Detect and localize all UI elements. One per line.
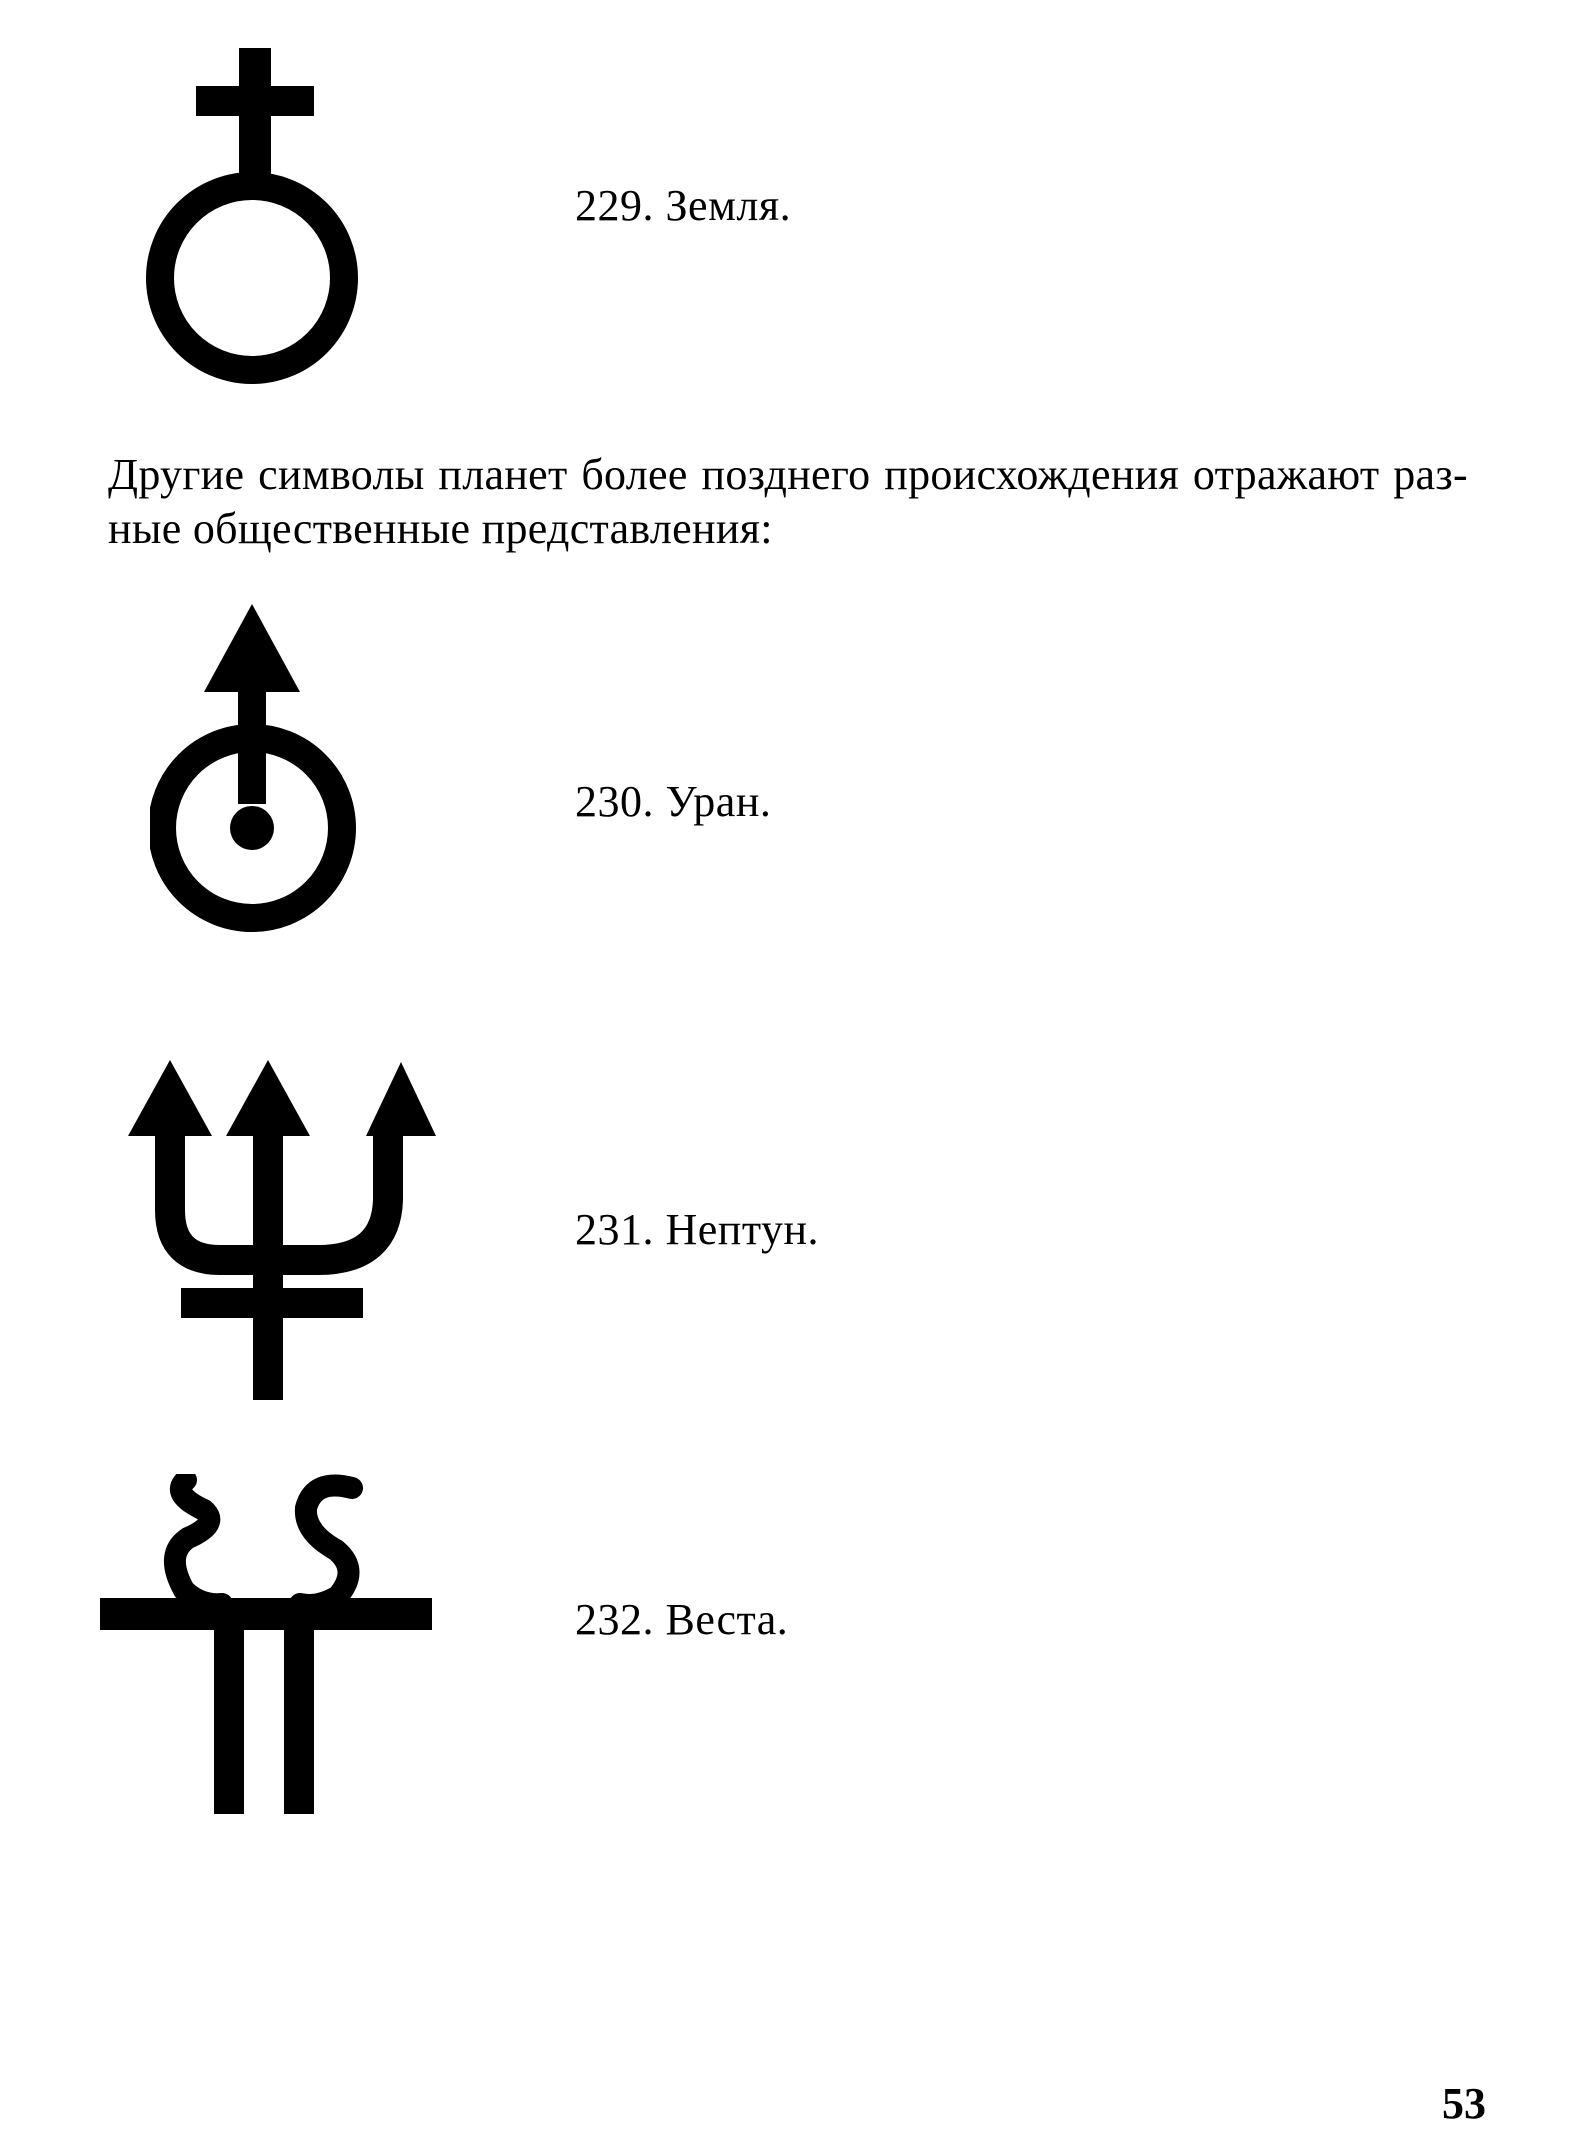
neptune-symbol	[96, 1060, 446, 1400]
figure-232-number: 232.	[575, 1595, 654, 1644]
figure-229-caption	[575, 180, 791, 232]
figure-232-name: Веста.	[665, 1595, 789, 1644]
figure-230-number: 230.	[575, 777, 654, 826]
figure-231-name: Нептун.	[665, 1205, 820, 1254]
uranus-symbol	[150, 604, 380, 944]
figure-231-caption	[575, 1204, 819, 1256]
page-number: 53	[1442, 2079, 1486, 2128]
figure-229-name: Земля.	[665, 181, 792, 230]
earth-symbol	[140, 48, 370, 388]
paragraph-line-1: Другие символы планет более позднего происхождения отражают раз-	[108, 450, 1468, 499]
figure-231-number: 231.	[575, 1205, 654, 1254]
figure-232-caption	[575, 1594, 788, 1646]
figure-230-name: Уран.	[665, 777, 772, 826]
figure-229-number: 229.	[575, 181, 654, 230]
paragraph-line-2: ные общественные представления:	[108, 504, 773, 553]
figure-230-caption	[575, 776, 771, 828]
vesta-symbol	[100, 1474, 440, 1814]
body-paragraph	[108, 448, 1468, 556]
